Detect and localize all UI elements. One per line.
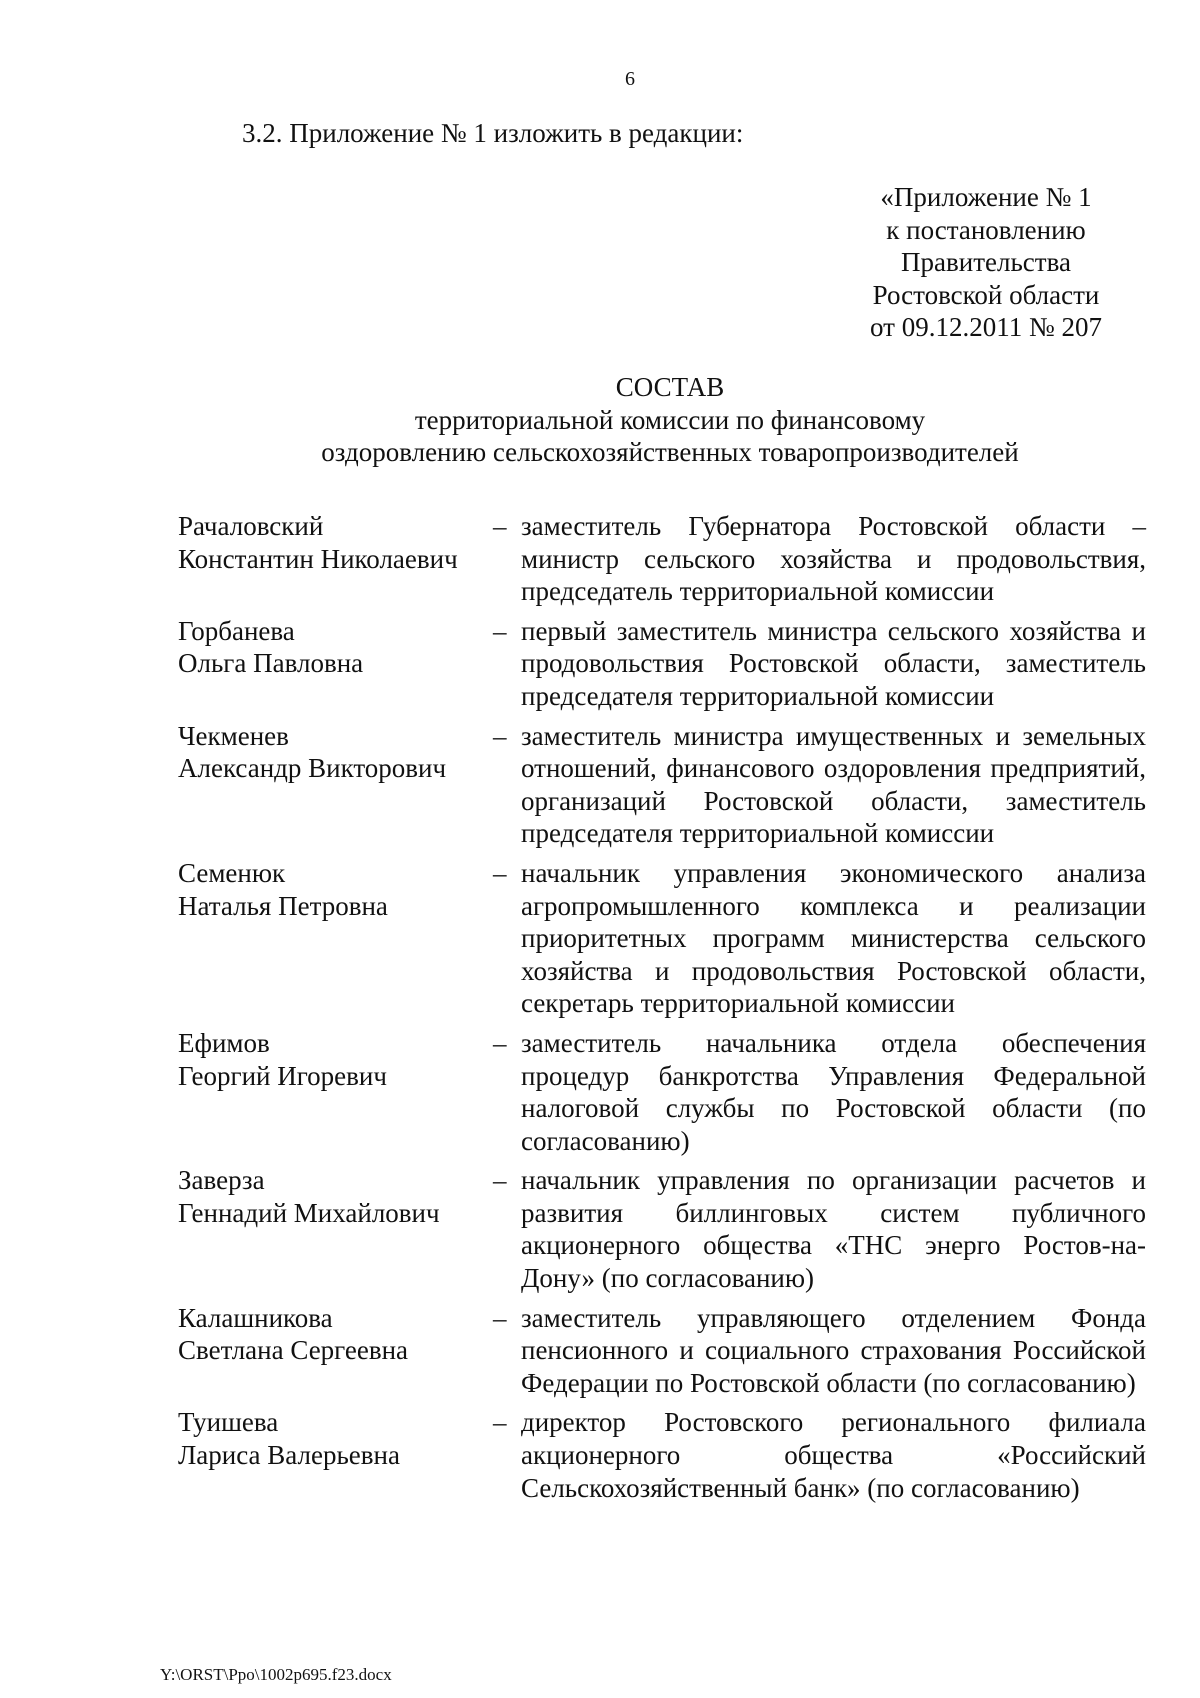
member-entry bbox=[178, 1302, 1146, 1400]
appendix-header bbox=[850, 181, 1122, 344]
member-given-name: Константин Николаевич bbox=[178, 543, 458, 574]
member-surname: Семенюк bbox=[178, 857, 286, 888]
member-surname: Рачаловский bbox=[178, 511, 324, 541]
member-entry bbox=[178, 1027, 1146, 1157]
member-given-name: Георгий Игоревич bbox=[178, 1060, 387, 1091]
document-title: СОСТАВ bbox=[615, 372, 725, 402]
page-number: 6 bbox=[625, 68, 635, 90]
member-given-name: Светлана Сергеевна bbox=[178, 1335, 409, 1366]
dash: – bbox=[493, 1027, 507, 1058]
member-entry bbox=[178, 857, 1146, 1020]
footer-file-path: Y:\ORST\Ppo\1002p695.f23.docx bbox=[160, 1665, 392, 1684]
appendix-line: от 09.12.2011 № 207 bbox=[870, 312, 1102, 342]
intro-text: 3.2. Приложение № 1 изложить в редакции: bbox=[242, 118, 744, 148]
document-title-block bbox=[230, 371, 1110, 469]
dash: – bbox=[493, 1407, 507, 1438]
member-name bbox=[178, 1027, 493, 1157]
member-surname: Горбанева bbox=[178, 615, 295, 646]
member-surname: Чекменев bbox=[178, 720, 289, 751]
member-name bbox=[178, 720, 493, 850]
appendix-line: Ростовской области bbox=[872, 279, 1100, 310]
member-role: начальник управления экономического анализа агропромышленного комплекса и реализации приоритетных программ министерства сельского хозяйства и продовольствия Ростовской области, секретарь территориальной комиссии bbox=[521, 857, 1146, 1019]
member-entry bbox=[178, 615, 1146, 713]
member-entry bbox=[178, 1406, 1146, 1504]
member-given-name: Наталья Петровна bbox=[178, 890, 388, 921]
member-given-name: Александр Викторович bbox=[178, 753, 447, 784]
member-surname: Ефимов bbox=[178, 1027, 270, 1058]
dash: – bbox=[493, 511, 507, 541]
member-entry bbox=[178, 510, 1146, 608]
appendix-line: «Приложение № 1 bbox=[880, 182, 1092, 212]
member-role: заместитель Губернатора Ростовской области – министр сельского хозяйства и продовольствия, председатель территориальной комиссии bbox=[521, 511, 1146, 607]
member-entry bbox=[178, 720, 1146, 850]
member-role: заместитель начальника отдела обеспечения процедур банкротства Управления Федеральной налоговой службы по Ростовской области (по согласованию) bbox=[521, 1027, 1146, 1156]
dash: – bbox=[493, 720, 507, 751]
member-name bbox=[178, 857, 493, 1020]
document-subtitle-line: территориальной комиссии по финансовому bbox=[414, 404, 926, 435]
member-name bbox=[178, 510, 493, 608]
member-role: начальник управления по организации расчетов и развития биллинговых систем публичного акционерного общества «ТНС энерго Ростов-на-Дону» (по согласованию) bbox=[521, 1165, 1146, 1294]
dash: – bbox=[493, 857, 507, 888]
member-role: директор Ростовского регионального филиала акционерного общества «Российский Сельскохозяйственный банк» (по согласованию) bbox=[521, 1407, 1146, 1503]
member-name bbox=[178, 1302, 493, 1400]
members-list bbox=[178, 510, 1146, 1511]
dash: – bbox=[493, 1165, 507, 1196]
member-name bbox=[178, 1406, 493, 1504]
member-entry bbox=[178, 1164, 1146, 1294]
member-surname: Заверза bbox=[178, 1165, 265, 1196]
member-name bbox=[178, 1164, 493, 1294]
appendix-line: Правительства bbox=[901, 247, 1071, 277]
member-role: заместитель управляющего отделением Фонда пенсионного и социального страхования Российской Федерации по Ростовской области (по согласованию) bbox=[521, 1302, 1146, 1398]
member-surname: Туишева bbox=[178, 1407, 279, 1438]
member-role: первый заместитель министра сельского хозяйства и продовольствия Ростовской области, заместитель председателя территориальной комиссии bbox=[521, 615, 1146, 711]
member-name bbox=[178, 615, 493, 713]
document-subtitle-line: оздоровлению сельскохозяйственных товаропроизводителей bbox=[321, 437, 1019, 467]
dash: – bbox=[493, 1302, 507, 1333]
appendix-line: к постановлению bbox=[886, 214, 1086, 245]
member-given-name: Ольга Павловна bbox=[178, 648, 364, 679]
member-given-name: Геннадий Михайлович bbox=[178, 1197, 440, 1228]
member-role: заместитель министра имущественных и земельных отношений, финансового оздоровления предприятий, организаций Ростовской области, заместитель председателя территориальной комиссии bbox=[521, 720, 1146, 849]
dash: – bbox=[493, 615, 507, 646]
member-surname: Калашникова bbox=[178, 1302, 333, 1333]
member-given-name: Лариса Валерьевна bbox=[178, 1440, 400, 1471]
